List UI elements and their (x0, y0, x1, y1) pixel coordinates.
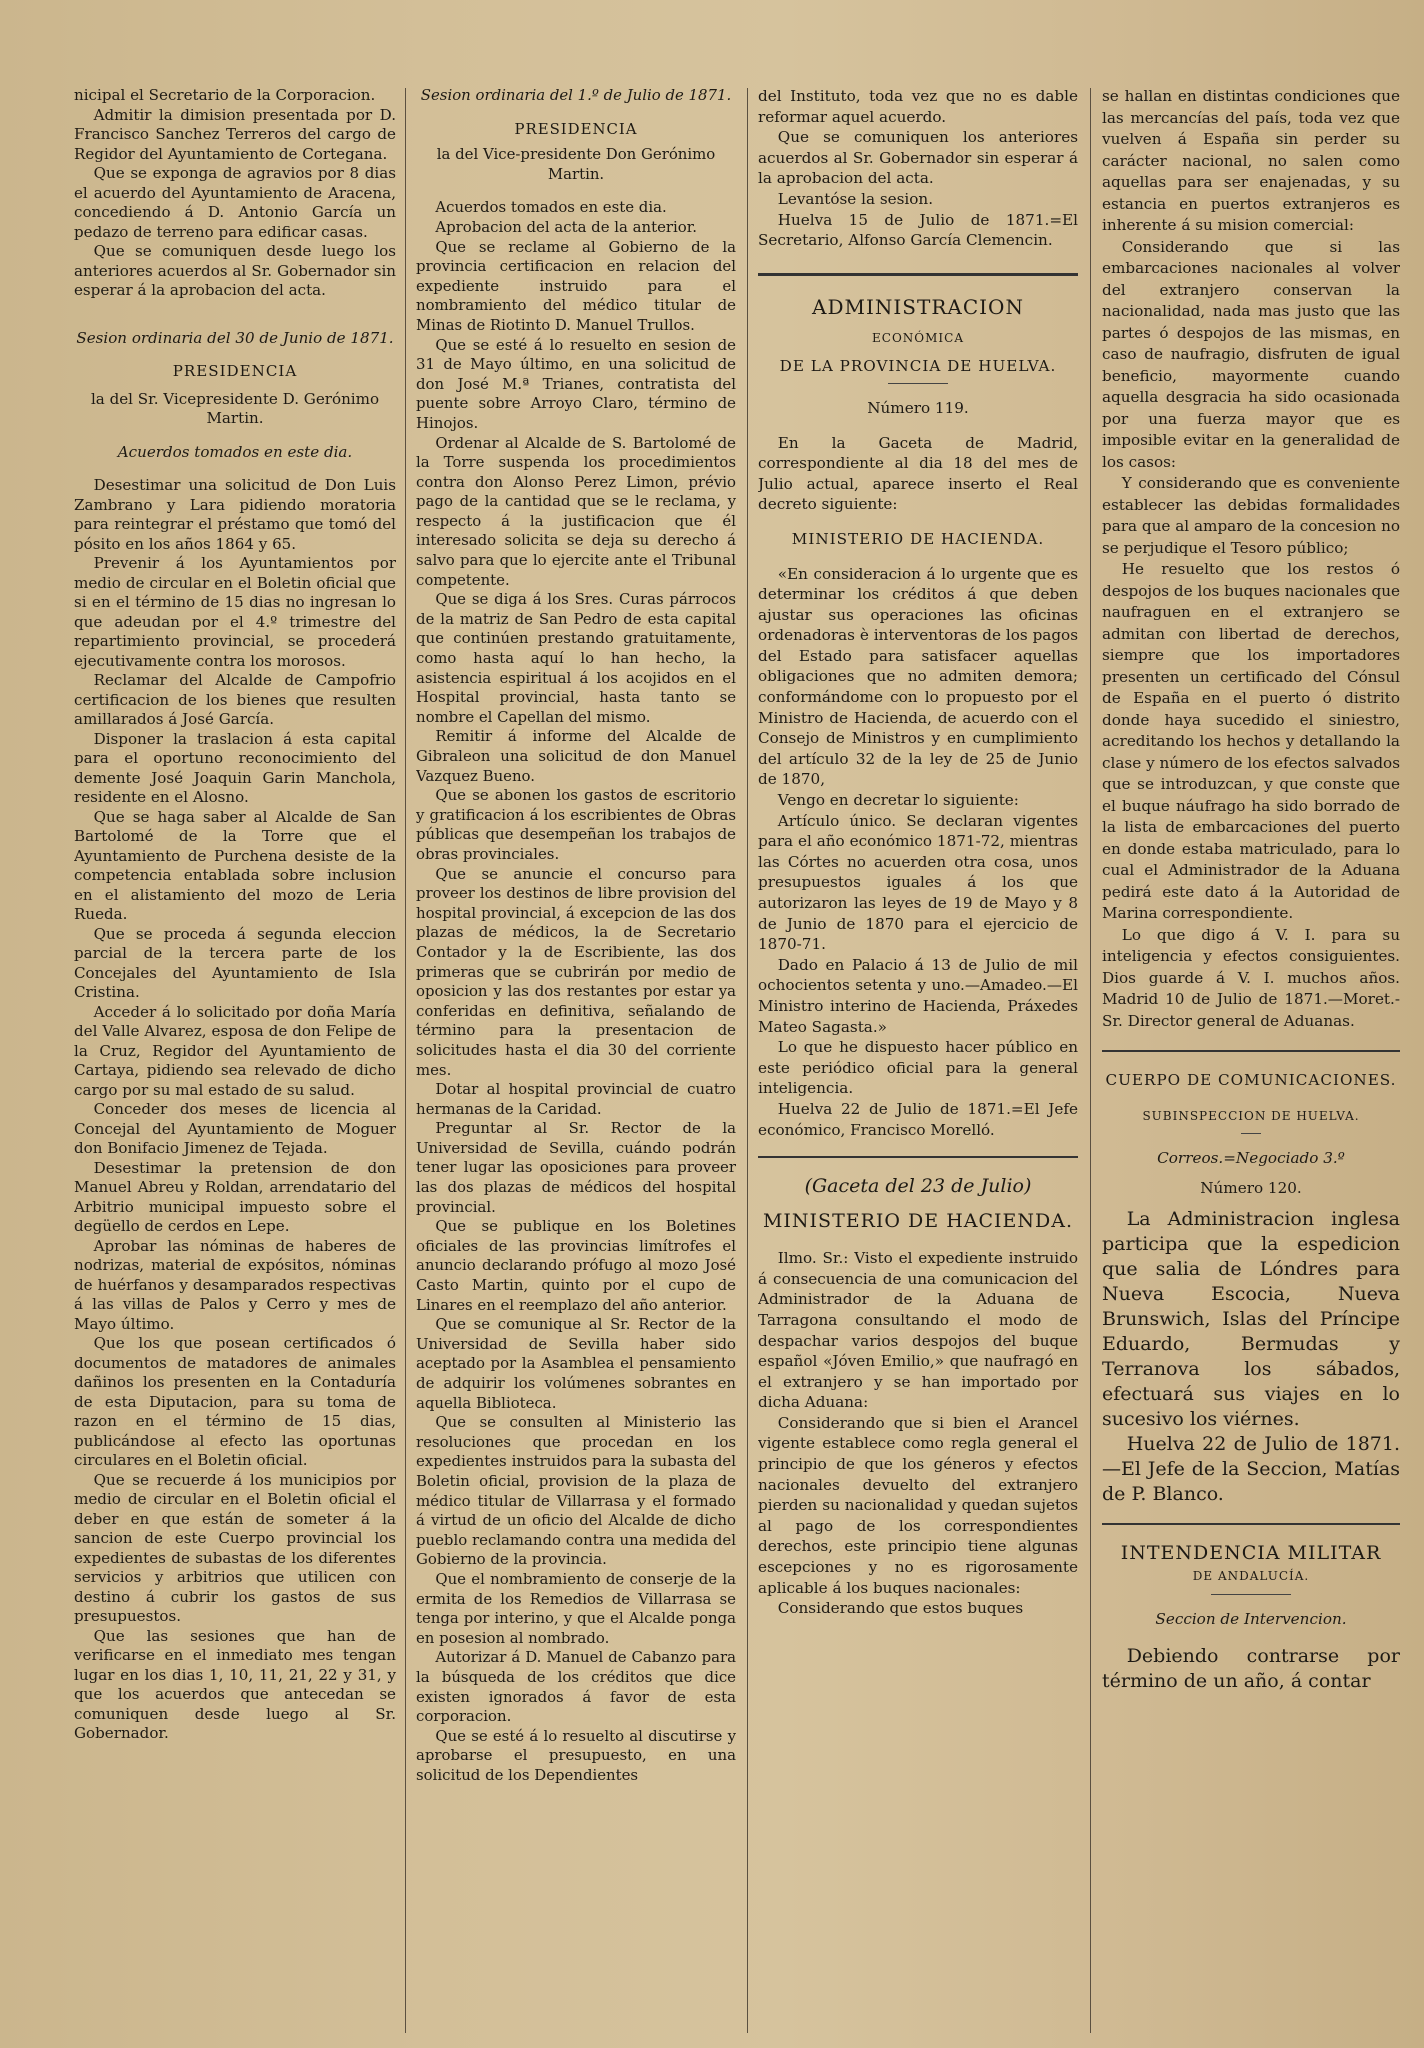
paragraph: Que el nombramiento de conserje de la ermita de los Remedios de Villarrasa se tenga por interino, y que el Alcalde ponga en posesion al nombrado. (416, 1569, 736, 1647)
paragraph: Que se diga á los Sres. Curas párrocos de la matriz de San Pedro de esta capital que continúen prestando gratuitamente, como hasta aquí lo han hecho, la asistencia espiritual á los acojidos en el Hospital provincial, hasta tanto se nombre el Capellan del mismo. (416, 590, 736, 726)
paragraph: Ordenar al Alcalde de S. Bartolomé de la Torre suspenda los procedimientos contra don Alonso Perez Limon, prévio pago de la cantidad que se le reclama, y respecto á la justificacion que él interesado solicita se deja su derecho á salvo para que lo ejercite ante el Tribunal competente. (416, 433, 736, 589)
paragraph: Aprobar las nóminas de haberes de nodrizas, material de expósitos, nóminas de huérfanos y desamparados respectivas á las villas de Palos y Cerro y mes de Mayo último. (74, 1236, 396, 1333)
ornament-rule (1211, 1594, 1291, 1595)
section-subtitle: ECONÓMICA (872, 330, 964, 345)
presidencia-detail: la del Sr. Vicepresidente D. Gerónimo Martin. (90, 389, 380, 427)
paragraph: Que se consulten al Ministerio las resoluciones que procedan en los expedientes instruidos para la subasta del Boletin oficial, provision de la plaza de médico titular de Villarrasa y el formado á virtud de un oficio del Alcalde de dicho pueblo reclamando contra una medida del Gobierno de la provincia. (416, 1413, 736, 1569)
paragraph: Acceder á lo solicitado por doña María del Valle Alvarez, esposa de don Felipe de la Cruz, Regidor del Ayuntamiento de Cartaya, pidiendo sea relevado de dicho cargo por su mal estado de su salud. (74, 1002, 396, 1099)
paragraph: Ilmo. Sr.: Visto el expediente instruido á consecuencia de una comunicacion del Administrador de la Aduana de Tarragona consultando el modo de despachar varios despojos del buque español «Jóven Emilio,» que naufragó en el extranjero y se han importado por dicha Aduana: (758, 1249, 1078, 1412)
paragraph: Que se abonen los gastos de escritorio y gratificacion á los escribientes de Obras públicas que desempeñan los trabajos de obras provinciales. (416, 786, 736, 863)
paragraph: Considerando que si las embarcaciones nacionales al volver del extranjero conservan la nacionalidad, nada mas justo que las partes ó despojos de las mismas, en caso de naufragio, disfruten de igual beneficio, mayormente cuando aquella desgracia ha sido ocasionada por una fuerza mayor que es imposible evitar en la generalidad de los casos: (1102, 237, 1400, 471)
column-1 (74, 86, 396, 2036)
column-rule (747, 88, 748, 2033)
ornament-rule (888, 383, 948, 384)
paragraph: Remitir á informe del Alcalde de Gibraleon una solicitud de don Manuel Vazquez Bueno. (416, 727, 736, 785)
negociado-label: Correos.=Negociado 3.º (1157, 1149, 1345, 1167)
section-subtitle: DE LA PROVINCIA DE HUELVA. (779, 357, 1057, 376)
presidencia-heading: PRESIDENCIA (172, 362, 298, 380)
paragraph: Autorizar á D. Manuel de Cabanzo para la búsqueda de los créditos que dice existen ignorados á favor de esta corporacion. (416, 1648, 736, 1726)
paragraph: Que se anuncie el concurso para proveer los destinos de libre provision del hospital provincial, á excepcion de las dos plazas de médicos, la de Secretario Contador y la de Escribiente, las dos primeras que se cubrirán por medio de oposicion y las dos restantes por estar ya conferidas en definitiva, señalando de término para la presentacion de solicitudes hasta el dia 30 del corriente mes. (416, 864, 736, 1079)
paragraph: Admitir la dimision presentada por D. Francisco Sanchez Terreros del cargo de Regidor del Ayuntamiento de Cortegana. (74, 105, 396, 163)
column-rule (405, 88, 406, 2033)
paragraph: Prevenir á los Ayuntamientos por medio de circular en el Boletin oficial que si en el término de 15 dias no ingresan lo que adeudan por el 4.º trimestre del repartimiento provincial, se procederá ejecutivamente contra los morosos. (74, 554, 396, 670)
section-divider (758, 273, 1078, 276)
paragraph: Preguntar al Sr. Rector de la Universidad de Sevilla, cuándo podrán tener lugar las oposiciones para proveer las dos plazas de médicos del hospital provincial. (416, 1119, 736, 1216)
ministry-heading: MINISTERIO DE HACIENDA. (762, 1210, 1074, 1233)
section-subtitle: SUBINSPECCION DE HUELVA. (1142, 1108, 1360, 1123)
paragraph: Acuerdos tomados en este dia. (435, 198, 667, 217)
paragraph: Desestimar una solicitud de Don Luis Zambrano y Lara pidiendo moratoria para reintegrar el préstamo que tomó del pósito en los años 1864 y 65. (74, 476, 396, 553)
section-subtitle: Seccion de Intervencion. (1155, 1609, 1347, 1628)
paragraph: Que se comuniquen los anteriores acuerdos al Sr. Gobernador sin esperar á la aprobacion del acta. (758, 128, 1078, 188)
paragraph: Que se comuniquen desde luego los anteriores acuerdos al Sr. Gobernador sin esperar á la aprobacion del acta. (74, 242, 396, 299)
paragraph: La Administracion inglesa participa que la espedicion que salia de Lóndres para Nueva Escocia, Nueva Brunswich, Islas del Príncipe Eduardo, Bermudas y Terranova los sábados, efectuará sus viajes en lo sucesivo los viérnes. (1102, 1208, 1400, 1430)
section-title: ADMINISTRACION (812, 294, 1024, 319)
paragraph: Que las sesiones que han de verificarse en el inmediato mes tengan lugar en los dias 1, 10, 11, 21, 22 y 31, y que los acuerdos que antecedan se comuniquen desde luego al Sr. Gobernador. (74, 1626, 396, 1742)
paragraph: Reclamar del Alcalde de Campofrio certificacion de los bienes que resulten amillarados á José García. (74, 671, 396, 728)
column-2 (416, 86, 736, 2036)
paragraph: Aprobacion del acta de la anterior. (435, 217, 697, 236)
column-rule (1090, 88, 1091, 2033)
paragraph: Huelva 22 de Julio de 1871.=El Jefe económico, Francisco Morelló. (758, 1099, 1078, 1139)
section-divider (758, 1156, 1078, 1158)
column-3 (758, 86, 1078, 2036)
paragraph: Disponer la traslacion á esta capital para el oportuno reconocimiento del demente José Joaquin Garin Manchola, residente en el Alosno. (74, 729, 396, 806)
section-subtitle: DE ANDALUCÍA. (1192, 1569, 1310, 1583)
paragraph: Lo que digo á V. I. para su inteligencia y efectos consiguientes. Dios guarde á V. I. muchos años. Madrid 10 de Julio de 1871.—Moret.-Sr. Director general de Aduanas. (1102, 925, 1400, 1030)
session-heading: Sesion ordinaria del 30 de Junio de 1871. (76, 328, 394, 347)
paragraph: «En consideracion á lo urgente que es determinar los créditos á que deben ajustar sus operaciones las oficinas ordenadoras è interventoras de los pagos del Estado para satisfacer aquellas obligaciones que no admiten demora; conformándome con lo propuesto por el Ministro de Hacienda, de acuerdo con el Consejo de Ministros y en cumplimiento del artículo 32 de la ley de 25 de Junio de 1870, (758, 564, 1078, 789)
paragraph: En la Gaceta de Madrid, correspondiente al dia 18 del mes de Julio actual, aparece inserto el Real decreto siguiente: (758, 433, 1078, 514)
number-label: Número 120. (1200, 1178, 1302, 1197)
paragraph: Que se comunique al Sr. Rector de la Universidad de Sevilla haber sido aceptado por la Asamblea el pensamiento de adquirir los volúmenes sobrantes en aquella Biblioteca. (416, 1315, 736, 1412)
paragraph: Debiendo contrarse por término de un año, á contar (1102, 1645, 1400, 1692)
paragraph: Y considerando que es conveniente establecer las debidas formalidades para que al amparo de la concesion no se perjudique el Tesoro público; (1102, 474, 1400, 557)
paragraph: Que los que posean certificados ó documentos de matadores de animales dañinos los presenten en la Contaduría de esta Diputacion, para su toma de razon en el término de 15 dias, publicándose al efecto las oportunas circulares en el Boletin oficial. (74, 1334, 396, 1469)
gaceta-heading: (Gaceta del 23 de Julio) (804, 1175, 1032, 1198)
paragraph: Que se exponga de agravios por 8 dias el acuerdo del Ayuntamiento de Aracena, concediendo á D. Antonio García un pedazo de terreno para edificar casas. (74, 164, 396, 241)
paragraph: del Instituto, toda vez que no es dable reformar aquel acuerdo. (758, 87, 1078, 126)
paragraph: Que se esté á lo resuelto en sesion de 31 de Mayo último, en una solicitud de don José M.ª Trianes, contratista del puente sobre Arroyo Claro, término de Hinojos. (416, 335, 736, 432)
paragraph: Artículo único. Se declaran vigentes para el año económico 1871-72, mientras las Córtes no acuerden otra cosa, unos presupuestos iguales á los que autorizaron las leyes de 19 de Mayo y 8 de Junio de 1870 para el ejercicio de 1870-71. (758, 811, 1078, 954)
section-divider (1102, 1523, 1400, 1525)
paragraph: He resuelto que los restos ó despojos de los buques nacionales que naufraguen en el extranjero se admitan con libertad de derechos, siempre que los importadores presenten un certificado del Cónsul de España en el puerto ó distrito donde haya sucedido el siniestro, acreditando los hechos y detallando la clase y número de los efectos salvados que se introduzcan, y que conste que el buque náufrago ha sido borrado de la lista de embarcaciones del puerto en donde estaba matriculado, para lo cual el Administrador de la Aduana pedirá este dato á la Autoridad de Marina correspondiente. (1102, 560, 1400, 922)
presidencia-detail: la del Vice-presidente Don Gerónimo Martin. (436, 145, 716, 183)
paragraph: Que se haga saber al Alcalde de San Bartolomé de la Torre que el Ayuntamiento de Purchena desiste de la competencia entablada sobre inclusion en el alistamiento del mozo de Leria Rueda. (74, 807, 396, 923)
presidencia-heading: PRESIDENCIA (514, 119, 638, 138)
section-title: INTENDENCIA MILITAR (1120, 1542, 1382, 1564)
paragraph: Que se proceda á segunda eleccion parcial de la tercera parte de los Concejales del Ayuntamiento de Isla Cristina. (74, 924, 396, 1001)
paragraph: Vengo en decretar lo siguiente: (777, 791, 1019, 810)
acuerdos-heading: Acuerdos tomados en este dia. (117, 442, 353, 461)
section-divider (1102, 1050, 1400, 1052)
ornament-rule (1241, 1133, 1261, 1134)
paragraph: se hallan en distintas condiciones que las mercancías del país, toda vez que vuelven á España sin perder su carácter nacional, no salen como aquellas para ser enajenadas, y su estancia en puertos extranjeros es inherente á su mision comercial: (1102, 87, 1400, 234)
paragraph: Que se esté á lo resuelto al discutirse y aprobarse el presupuesto, en una solicitud de los Dependientes (416, 1726, 736, 1784)
paragraph: Dotar al hospital provincial de cuatro hermanas de la Caridad. (416, 1080, 736, 1118)
paragraph: Huelva 22 de Julio de 1871.—El Jefe de la Seccion, Matías de P. Blanco. (1102, 1433, 1400, 1505)
paragraph: Que se recuerde á los municipios por medio de circular en el Boletin oficial el deber en que están de someter á la sancion de este Cuerpo provincial los expedientes de subastas de los diferentes servicios y arbitrios que utilicen con destino á cubrir los gastos de sus presupuestos. (74, 1470, 396, 1625)
paragraph: Conceder dos meses de licencia al Concejal del Ayuntamiento de Moguer don Bonifacio Jimenez de Tejada. (74, 1100, 396, 1157)
paragraph: Lo que he dispuesto hacer público en este periódico oficial para la general inteligencia. (758, 1038, 1078, 1098)
paragraph: Desestimar la pretension de don Manuel Abreu y Roldan, arrendatario del Arbitrio municipal impuesto sobre el degüello de cerdos en Lepe. (74, 1158, 396, 1235)
paragraph: Levantóse la sesion. (777, 189, 934, 208)
column-4 (1102, 86, 1400, 2036)
paragraph: Dado en Palacio á 13 de Julio de mil ochocientos setenta y uno.—Amadeo.—El Ministro interino de Hacienda, Práxedes Mateo Sagasta.» (758, 955, 1078, 1036)
paragraph: nicipal el Secretario de la Corporacion. (74, 86, 376, 104)
paragraph: Huelva 15 de Julio de 1871.=El Secretario, Alfonso García Clemencin. (758, 210, 1078, 250)
paragraph: Considerando que estos buques (777, 1599, 1024, 1618)
paragraph: Que se publique en los Boletines oficiales de las provincias limítrofes el anuncio declarando prófugo al mozo José Casto Martin, quinto por el cupo de Linares en el reemplazo del año anterior. (416, 1217, 736, 1314)
session-heading: Sesion ordinaria del 1.º de Julio de 1871. (420, 86, 732, 104)
paragraph: Considerando que si bien el Arancel vigente establece como regla general el principio de que los géneros y efectos nacionales devuelto del extranjero pierden su nacionalidad y quedan sujetos al pago de los correspondientes derechos, este principio tiene algunas escepciones y no es rigorosamente aplicable á los buques nacionales: (758, 1413, 1078, 1597)
section-title: CUERPO DE COMUNICACIONES. (1105, 1071, 1397, 1089)
number-label: Número 119. (867, 398, 969, 417)
ministry-heading: MINISTERIO DE HACIENDA. (791, 529, 1045, 548)
paragraph: Que se reclame al Gobierno de la provincia certificacion en relacion del expediente instruido para el nombramiento del médico titular de Minas de Riotinto D. Manuel Trullos. (416, 237, 736, 334)
